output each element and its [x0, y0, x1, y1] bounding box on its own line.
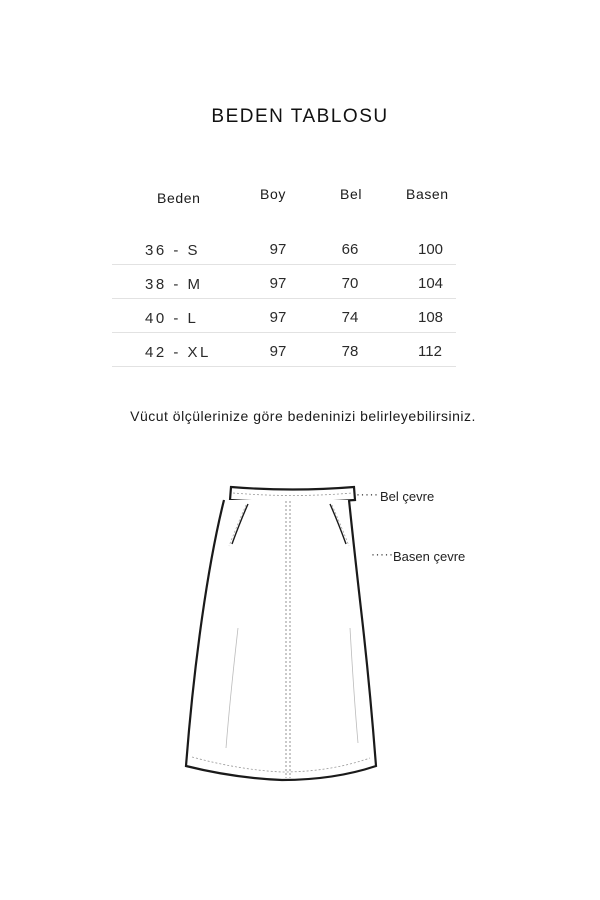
- size-table: [112, 186, 456, 361]
- table-header: [112, 186, 456, 214]
- cell-size: 36 - S: [145, 242, 201, 259]
- cell-waist: 78: [341, 343, 359, 360]
- cell-size: 38 - M: [145, 276, 203, 293]
- table-row: [112, 299, 456, 333]
- cell-hip: 100: [418, 241, 444, 258]
- cell-hip: 104: [418, 275, 444, 292]
- waistband-shape: [230, 487, 355, 502]
- cell-waist: 74: [341, 309, 359, 326]
- page-title: BEDEN TABLOSU: [211, 106, 389, 127]
- cell-size: 42 - XL: [145, 344, 211, 361]
- hip-leader-dots: ·····: [371, 547, 394, 561]
- sizing-note: Vücut ölçülerinize göre bedeninizi belirleyebilirsiniz.: [130, 408, 476, 424]
- header-waist: Bel: [340, 186, 363, 202]
- skirt-diagram: [180, 478, 380, 788]
- waist-leader-dots: ·····: [356, 487, 379, 501]
- cell-length: 97: [269, 343, 287, 360]
- table-row: [112, 231, 456, 265]
- table-row: [112, 333, 456, 367]
- cell-length: 97: [269, 241, 287, 258]
- cell-length: 97: [269, 309, 287, 326]
- table-body: [112, 231, 456, 367]
- cell-hip: 112: [418, 343, 442, 360]
- header-length: Boy: [260, 186, 286, 202]
- header-hip: Basen: [406, 186, 449, 202]
- hip-label: Basen çevre: [393, 549, 466, 564]
- cell-hip: 108: [418, 309, 444, 326]
- table-row: [112, 265, 456, 299]
- cell-size: 40 - L: [145, 310, 199, 327]
- header-size: Beden: [157, 190, 201, 206]
- cell-waist: 66: [341, 241, 359, 258]
- waist-label: Bel çevre: [380, 489, 435, 504]
- cell-waist: 70: [341, 275, 359, 292]
- cell-length: 97: [269, 275, 287, 292]
